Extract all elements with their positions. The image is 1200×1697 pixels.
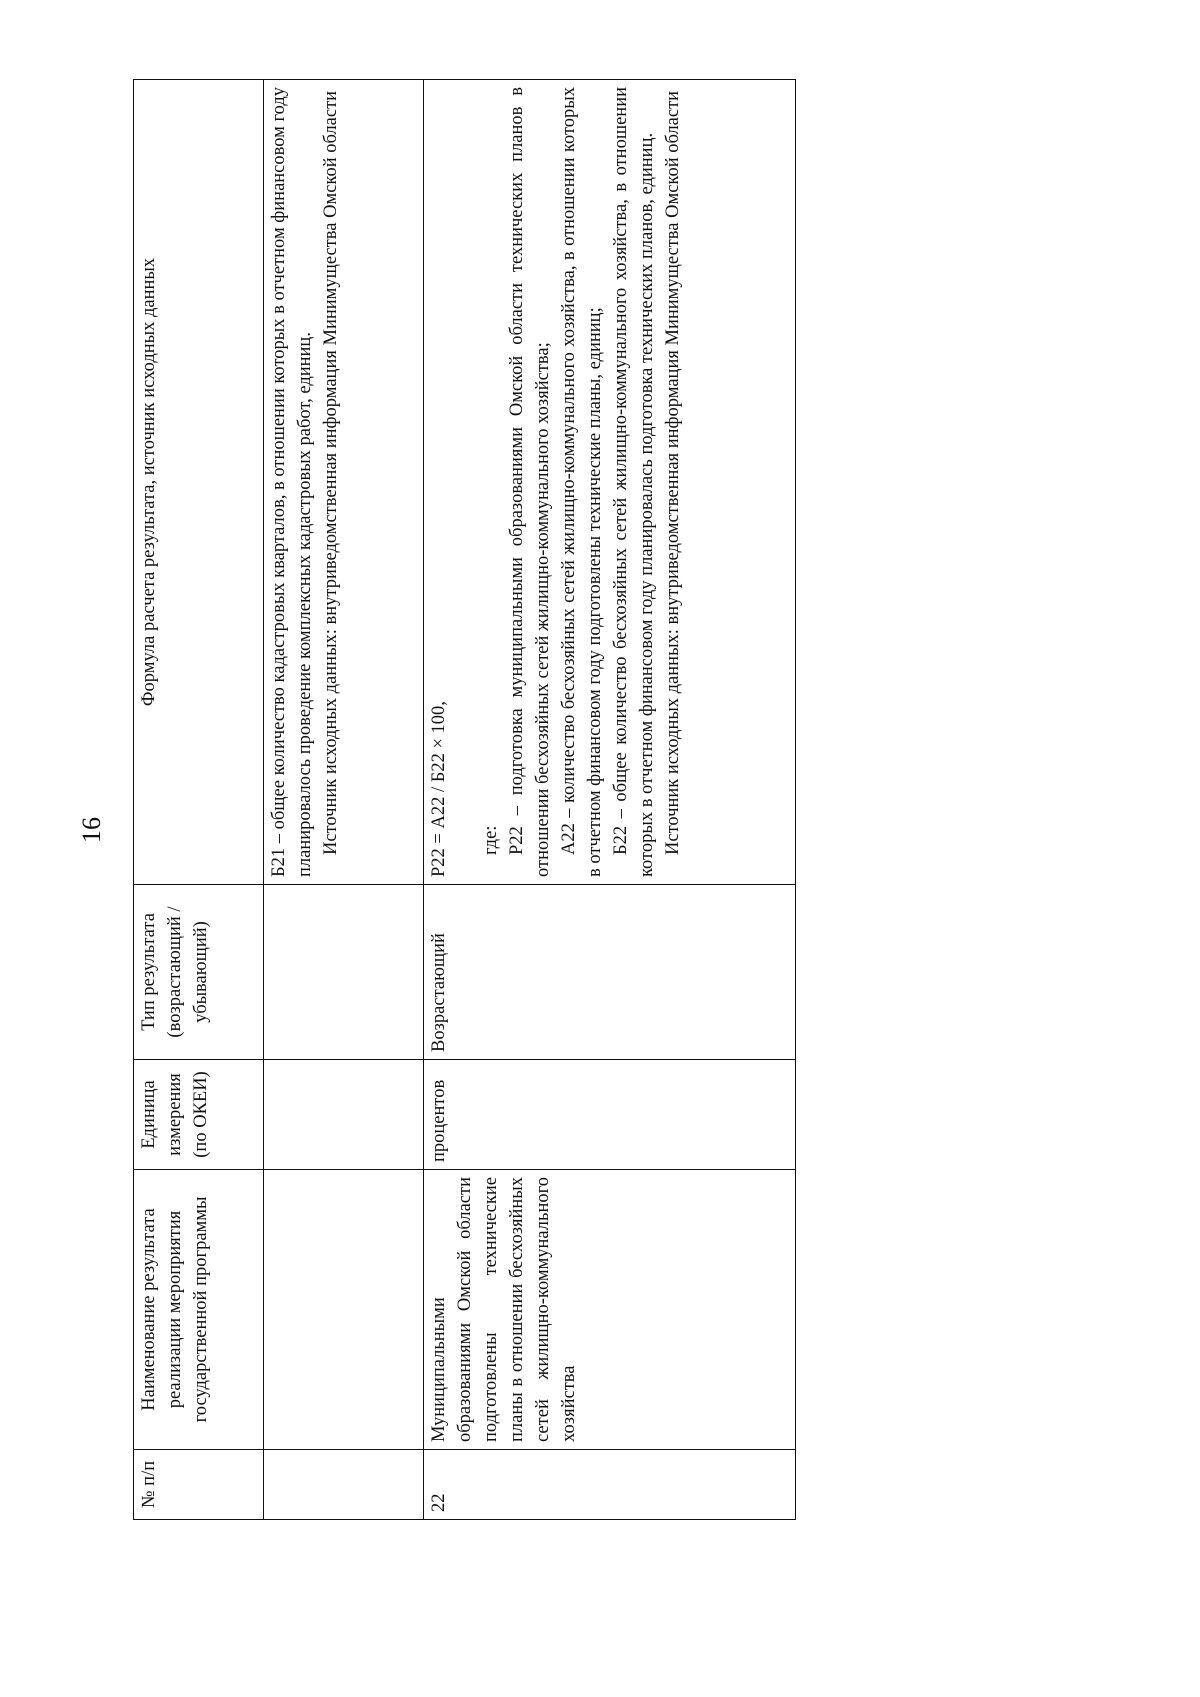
- table-row-22: [424, 80, 796, 1520]
- results-table: [133, 79, 796, 1520]
- table-header-row: [134, 80, 264, 1520]
- cell-cont-unit: [264, 1060, 424, 1170]
- cont-line-b21: Б21 – общее количество кадастровых кварталов, в отношении которых в отчетном финансовом году планировалось проведение комплексных кадастровых работ, единиц.: [269, 87, 315, 877]
- header-type: Тип результата (возрастающий / убывающий): [134, 885, 264, 1060]
- header-name: Наименование результата реализации мероприятия государственной программы: [134, 1170, 264, 1450]
- header-formula: Формула расчета результата, источник исходных данных: [134, 80, 264, 885]
- cell-22-formula: [424, 80, 796, 885]
- cell-cont-type: [264, 885, 424, 1060]
- formula-line-a22: А22 – количество бесхозяйных сетей жилищно-коммунального хозяйства, в отношении которых в отчетном финансовом году подготовлены технические планы, единиц;: [559, 87, 605, 877]
- cell-22-unit: процентов: [424, 1060, 796, 1170]
- cell-cont-num: [264, 1450, 424, 1520]
- header-unit: Единица измерения (по ОКЕИ): [134, 1060, 264, 1170]
- formula-where: где:: [481, 825, 501, 855]
- rotated-table-frame: [133, 80, 796, 1520]
- page-number: 16: [77, 817, 106, 843]
- header-num: № п/п: [134, 1450, 264, 1520]
- formula-line-r22: Р22 – подготовка муниципальными образованиями Омской области технических планов в отношении бесхозяйных сетей жилищно-коммунального хозяйства;: [507, 87, 553, 877]
- formula-r22: Р22 = А22 / Б22 × 100,: [429, 701, 449, 877]
- cell-22-name: Муниципальными образованиями Омской области подготовлены технические планы в отношении бесхозяйных сетей жилищно-коммунального хозяйства: [424, 1170, 796, 1450]
- cont-line-source: Источник исходных данных: внутриведомственная информация Минимущества Омской области: [321, 90, 341, 855]
- formula-line-source: Источник исходных данных: внутриведомственная информация Минимущества Омской области: [663, 90, 683, 855]
- cell-cont-name: [264, 1170, 424, 1450]
- table-row-continued: [264, 80, 424, 1520]
- formula-line-b22: Б22 – общее количество бесхозяйных сетей жилищно-коммунального хозяйства, в отношении которых в отчетном финансовом году планировалась подготовка технических планов, единиц.: [611, 87, 657, 877]
- cell-22-type: Возрастающий: [424, 885, 796, 1060]
- rotated-table-content: [133, 80, 796, 1520]
- cell-cont-formula: [264, 80, 424, 885]
- cell-22-num: 22: [424, 1450, 796, 1520]
